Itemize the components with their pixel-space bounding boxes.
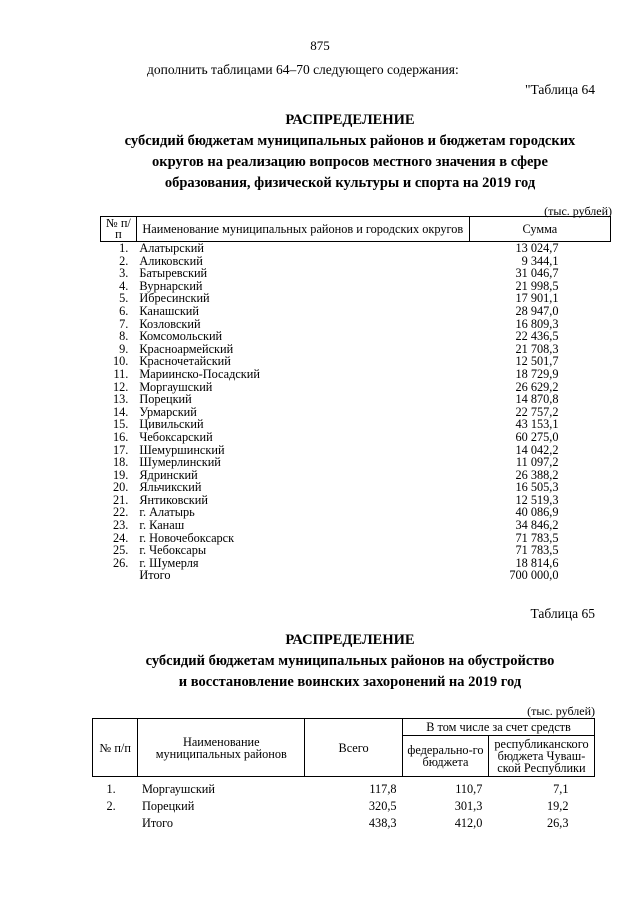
cell-no: 3. — [119, 266, 129, 281]
cell-name: Канашский — [139, 303, 199, 318]
cell-name: Шумерлинский — [139, 455, 221, 470]
table-row — [93, 777, 595, 799]
cell-no: 12. — [112, 379, 129, 394]
cell-no: 21. — [112, 492, 129, 507]
table-row — [101, 519, 611, 532]
cell-sum: 11 097,2 — [515, 455, 559, 470]
header-sum: Сумма — [469, 217, 610, 242]
cell-name: Красночетайский — [139, 354, 231, 369]
cell-name: г. Шумерля — [139, 555, 199, 570]
cell-no: 19. — [112, 467, 129, 482]
cell-sum: 21 708,3 — [515, 341, 559, 356]
cell-sum: 14 042,2 — [515, 442, 559, 457]
cell-sum: 31 046,7 — [515, 266, 559, 281]
cell-republic: 26,3 — [546, 816, 569, 830]
table-row — [101, 481, 611, 494]
cell-name: Урмарский — [139, 404, 197, 419]
table-65 — [92, 718, 595, 832]
cell-name: Яльчикский — [139, 480, 202, 495]
table-row — [101, 267, 611, 280]
cell-no: 20. — [112, 480, 129, 495]
cell-name: Итого — [141, 816, 174, 830]
cell-no — [93, 815, 138, 832]
header-no: № п/п — [93, 719, 138, 777]
table-64-title-line3: округов на реализацию вопросов местного значения в сфере — [152, 154, 548, 170]
table-65-unit: (тыс. рублей) — [527, 704, 595, 718]
cell-sum: 13 024,7 — [515, 241, 559, 255]
cell-name: Комсомольский — [139, 329, 223, 344]
cell-federal: 412,0 — [454, 816, 483, 830]
cell-name: Аликовский — [139, 253, 203, 268]
table-row — [101, 242, 611, 255]
cell-no: 1. — [119, 241, 129, 255]
cell-sum: 22 757,2 — [515, 404, 559, 419]
cell-sum: 26 629,2 — [515, 379, 559, 394]
cell-no: 1. — [106, 782, 116, 796]
cell-no: 22. — [112, 505, 129, 520]
cell-no: 11. — [113, 366, 129, 381]
cell-total: 438,3 — [368, 816, 397, 830]
cell-no: 23. — [112, 518, 129, 533]
table-row — [101, 368, 611, 381]
table-row — [101, 431, 611, 444]
cell-name: Ядринский — [139, 467, 198, 482]
cell-republic: 19,2 — [546, 799, 569, 813]
cell-no: 10. — [112, 354, 129, 369]
cell-no: 9. — [119, 341, 129, 356]
header-no: № п/п — [101, 217, 137, 242]
cell-sum: 60 275,0 — [515, 429, 559, 444]
table-row — [101, 330, 611, 343]
cell-sum: 16 505,3 — [515, 480, 559, 495]
cell-name: Порецкий — [139, 392, 192, 407]
table-64-title — [0, 110, 640, 194]
header-incl: В том числе за счет средств — [403, 719, 595, 736]
table-64-unit: (тыс. рублей) — [544, 204, 612, 218]
cell-sum: 12 519,3 — [515, 492, 559, 507]
cell-sum: 700 000,0 — [509, 568, 559, 583]
cell-sum: 34 846,2 — [515, 518, 559, 533]
cell-name: г. Чебоксары — [139, 543, 207, 558]
table-64-header-row — [101, 217, 611, 242]
cell-sum: 71 783,5 — [515, 530, 559, 545]
cell-name: Итого — [139, 568, 171, 583]
cell-no: 2. — [106, 799, 116, 813]
cell-sum: 40 086,9 — [515, 505, 559, 520]
cell-no: 2. — [119, 253, 129, 268]
cell-sum: 71 783,5 — [515, 543, 559, 558]
cell-name: Порецкий — [141, 799, 195, 813]
cell-federal: 301,3 — [454, 799, 483, 813]
cell-no: 24. — [112, 530, 129, 545]
cell-name: Батыревский — [139, 266, 208, 281]
cell-sum: 28 947,0 — [515, 303, 559, 318]
cell-no: 5. — [119, 291, 129, 306]
cell-name: Янтиковский — [139, 492, 208, 507]
cell-sum: 17 901,1 — [515, 291, 559, 306]
table-65-title-line1: РАСПРЕДЕЛЕНИЕ — [285, 632, 415, 648]
cell-name: Красноармейский — [139, 341, 234, 356]
cell-name: Алатырский — [139, 241, 204, 255]
table-64-label: "Таблица 64 — [525, 82, 595, 97]
cell-sum: 16 809,3 — [515, 316, 559, 331]
table-64-title-line4: образования, физической культуры и спорта на 2019 год — [164, 175, 536, 191]
cell-name: г. Алатырь — [139, 505, 195, 520]
table-row — [101, 456, 611, 469]
cell-name: г. Новочебоксарск — [139, 530, 235, 545]
cell-sum: 21 998,5 — [515, 278, 559, 293]
cell-no: 4. — [119, 278, 129, 293]
header-federal: федерально-го бюджета — [403, 736, 489, 777]
cell-name: Цивильский — [139, 417, 204, 432]
cell-total: 320,5 — [368, 799, 397, 813]
cell-sum: 18 814,6 — [515, 555, 559, 570]
cell-no: 26. — [112, 555, 129, 570]
cell-no: 6. — [119, 303, 129, 318]
cell-no: 18. — [112, 455, 129, 470]
cell-name: Моргаушский — [141, 782, 215, 796]
cell-sum: 12 501,7 — [515, 354, 559, 369]
table-row — [93, 815, 595, 832]
cell-federal: 110,7 — [455, 782, 483, 796]
table-row — [101, 544, 611, 557]
cell-sum: 26 388,2 — [515, 467, 559, 482]
table-64-title-line2: субсидий бюджетам муниципальных районов и бюджетам городских — [124, 133, 576, 149]
cell-no: 13. — [112, 392, 129, 407]
cell-no — [101, 569, 137, 582]
cell-name: Козловский — [139, 316, 201, 331]
table-row — [93, 798, 595, 815]
table-64-title-line1: РАСПРЕДЕЛЕНИЕ — [285, 112, 415, 128]
header-republic: республиканского бюджета Чуваш-ской Республики — [488, 736, 594, 777]
table-row — [101, 569, 611, 582]
table-64 — [100, 216, 611, 582]
cell-sum: 43 153,1 — [515, 417, 559, 432]
cell-no: 16. — [112, 429, 129, 444]
intro-text: дополнить таблицами 64–70 следующего содержания: — [147, 62, 459, 77]
header-total: Всего — [305, 719, 403, 777]
cell-republic: 7,1 — [553, 782, 569, 796]
table-row — [101, 305, 611, 318]
table-65-title — [0, 630, 640, 693]
cell-total: 117,8 — [369, 782, 397, 796]
cell-no: 14. — [112, 404, 129, 419]
cell-name: Моргаушский — [139, 379, 213, 394]
cell-no: 8. — [119, 329, 129, 344]
cell-no: 7. — [119, 316, 129, 331]
page-number: 875 — [310, 38, 330, 53]
cell-sum: 14 870,8 — [515, 392, 559, 407]
cell-sum: 9 344,1 — [521, 253, 559, 268]
header-name: Наименование муниципальных районов и городских округов — [136, 217, 469, 242]
table-65-header-row-1 — [93, 719, 595, 736]
cell-no: 15. — [112, 417, 129, 432]
cell-name: Мариинско-Посадский — [139, 366, 260, 381]
cell-name: Чебоксарский — [139, 429, 213, 444]
cell-name: г. Канаш — [139, 518, 185, 533]
table-65-title-line2: субсидий бюджетам муниципальных районов на обустройство — [145, 653, 555, 669]
cell-no: 17. — [112, 442, 129, 457]
cell-sum: 22 436,5 — [515, 329, 559, 344]
table-row — [101, 393, 611, 406]
table-65-label: Таблица 65 — [530, 606, 595, 621]
header-name: Наименование муниципальных районов — [138, 719, 305, 777]
cell-name: Ибресинский — [139, 291, 210, 306]
table-65-title-line3: и восстановление воинских захоронений на 2019 год — [178, 674, 522, 690]
cell-name: Вурнарский — [139, 278, 203, 293]
cell-name: Шемуршинский — [139, 442, 225, 457]
cell-no: 25. — [112, 543, 129, 558]
cell-sum: 18 729,9 — [515, 366, 559, 381]
